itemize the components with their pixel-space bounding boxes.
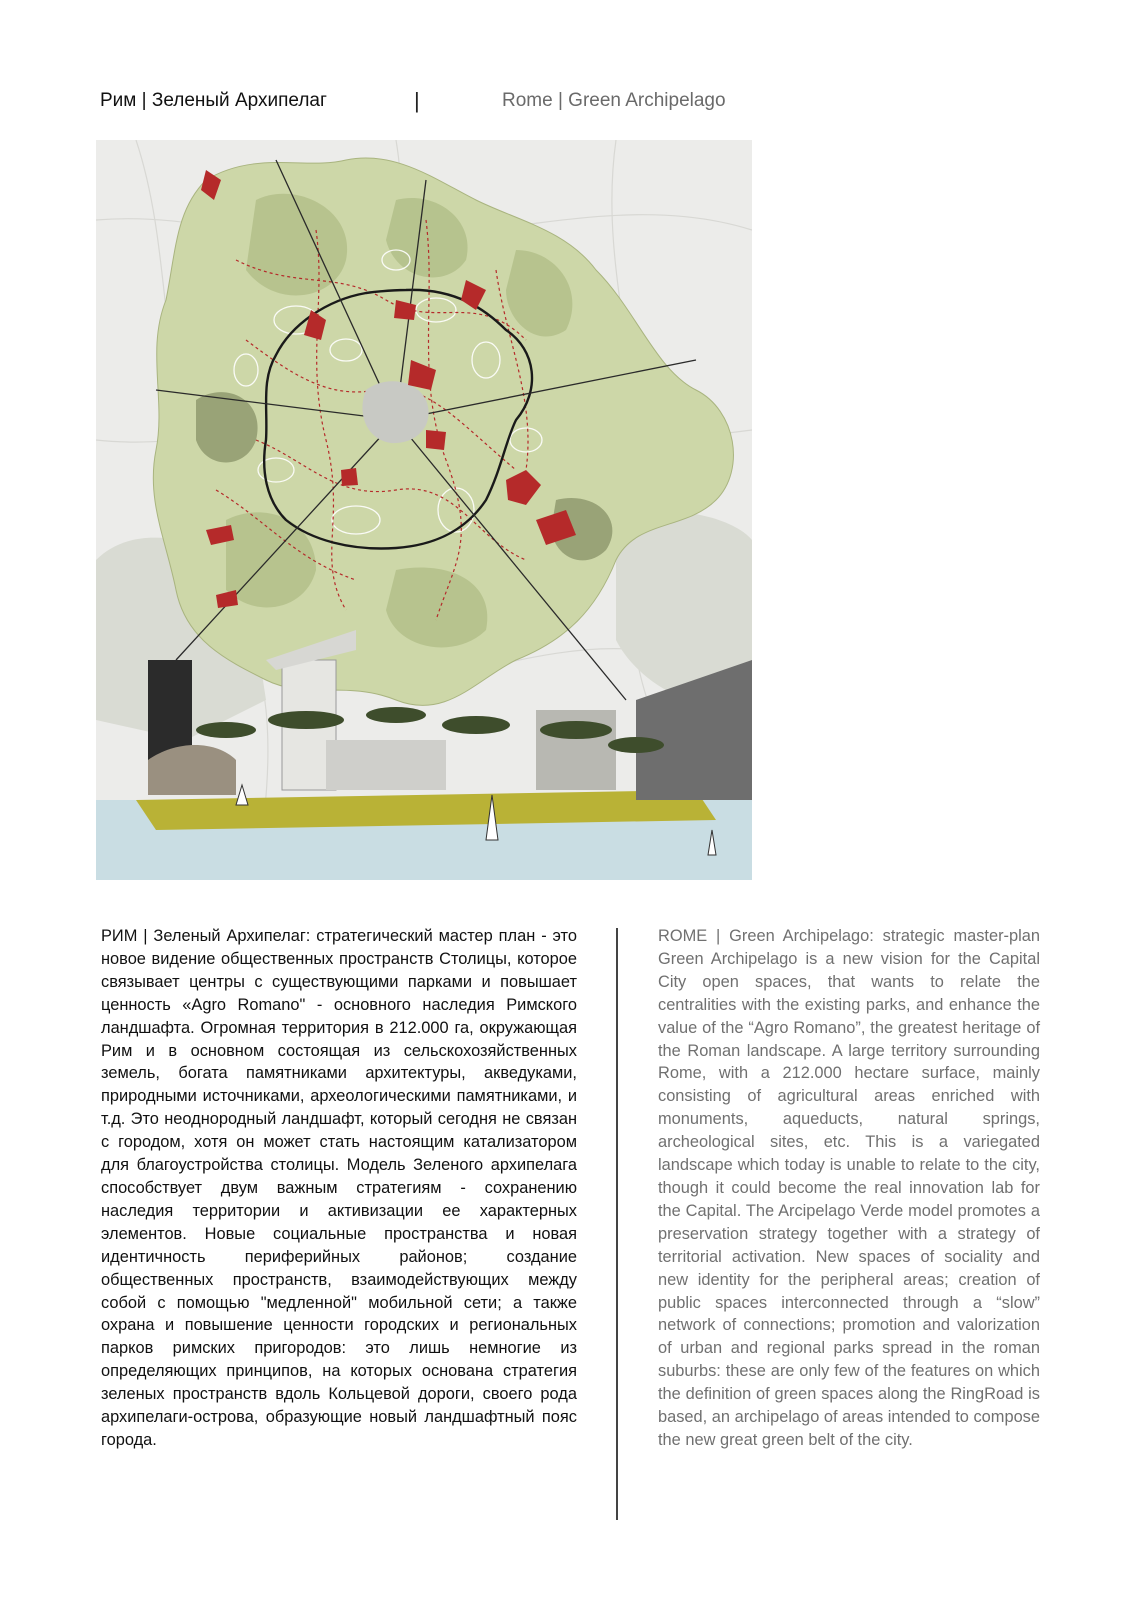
page-title-ru: Рим | Зеленый Архипелаг: [100, 90, 327, 111]
body-text-en: ROME | Green Archipelago: strategic master-plan Green Archipelago is a new vision for the Capital City open spaces, that wants to relate the centralities with the existing parks, and enhance the value of the “Agro Romano”, the greatest heritage of the Roman landscape. A large territory surrounding Rome, with a 212.000 hectare surface, mainly consisting of agricultural areas enriched with monuments, aqueducts, natural springs, archeological sites, etc. This is a variegated landscape which today is unable to relate to the city, though it could become the real innovation lab for the Capital. The Arcipelago Verde model promotes a preservation strategy together with a strategy of territorial activation. New spaces of sociality and new identity for the peripheral areas; creation of public spaces interconnected through a “slow” network of connections; promotion and valorization of urban and regional parks spread in the roman suburbs: these are only few of the features on which the definition of green spaces along the RingRoad is based, an archipelago of areas intended to compose the new great green belt of the city.: [658, 927, 1040, 1449]
masterplan-illustration: [96, 140, 752, 880]
column-divider: [616, 928, 618, 1520]
masterplan-collage: [96, 140, 752, 880]
body-text-ru: РИМ | Зеленый Архипелаг: стратегический мастер план - это новое видение общественных пространств Столицы, которое связывает центры с существующими парками и повышает ценность «Agro Romano" - основного наследия Римского ландшафта. Огромная территория в 212.000 га, окружающая Рим и в основном состоящая из сельскохозяйственных земель, богата памятниками архитектуры, акведуками, природными источниками, археологическими памятниками, и т.д. Это неоднородный ландшафт, который сегодня не связан с городом, хотя он может стать настоящим катализатором для благоустройства столицы. Модель Зеленого архипелага способствует двум важным стратегиям - сохранению наследия территории и активизации ее характерных элементов. Новые социальные пространства и новая идентичность периферийных районов; создание общественных пространств, взаимодействующих между собой с помощью "медленной" мобильной сети; а также охрана и повышение ценности городских и региональных парков римских пригородов: это лишь немногие из определяющих принципов, на которых основана стратегия зеленых пространств вдоль Кольцевой дороги, своего рода архипелаги-острова, образующие новый ландшафтный пояс города.: [101, 927, 577, 1449]
title-separator: |: [414, 88, 420, 113]
low-building: [326, 740, 446, 790]
coliseum: [148, 745, 236, 795]
page-title-en: Rome | Green Archipelago: [502, 90, 726, 111]
